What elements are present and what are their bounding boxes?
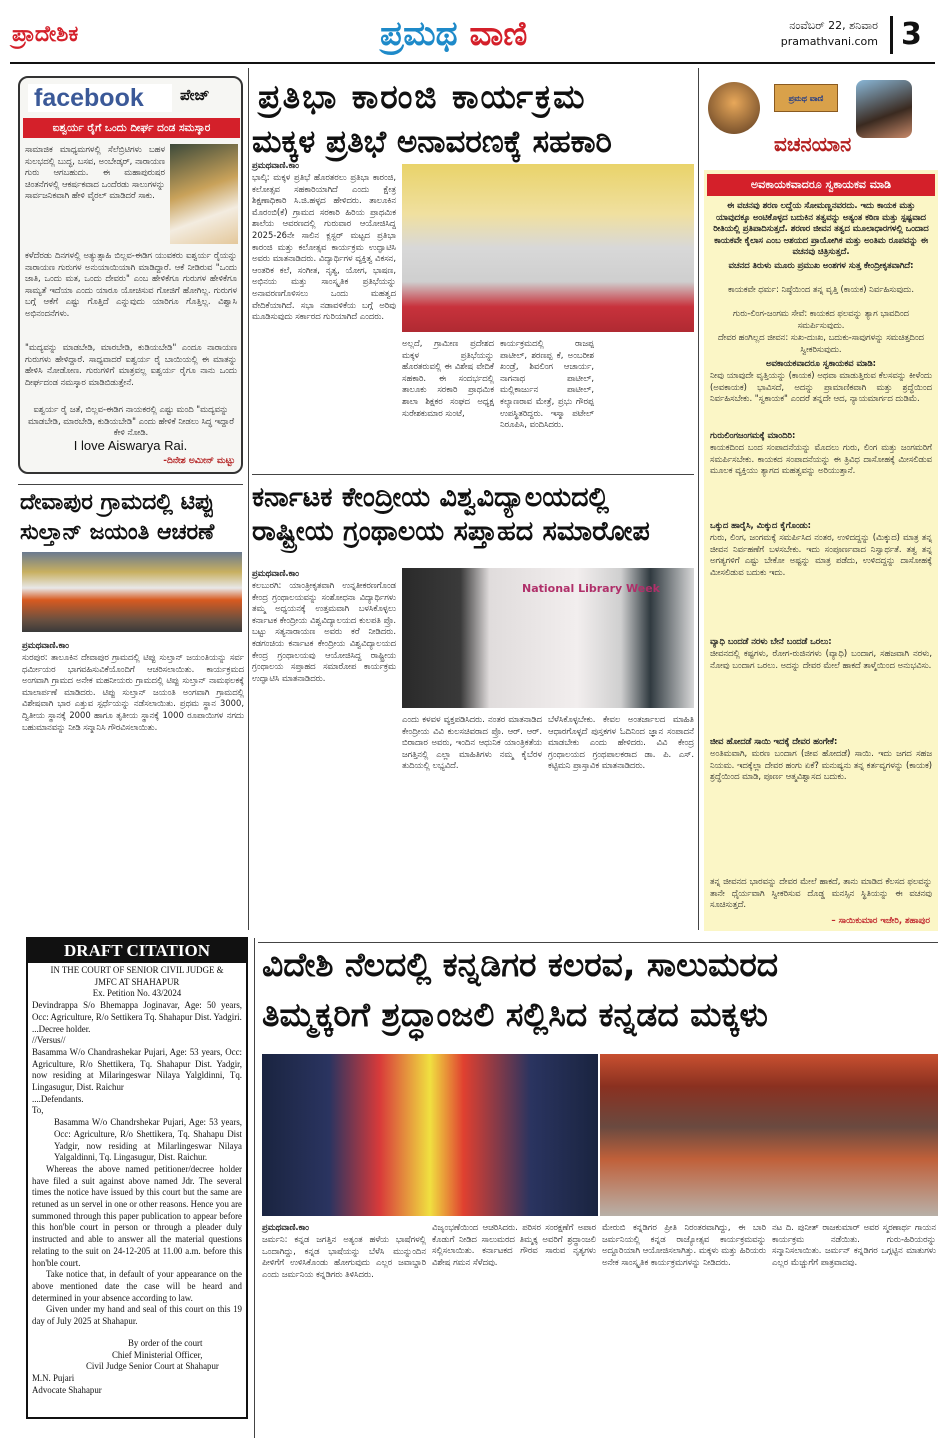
vachana-sub3-title: ಒಕ್ಕುದ ಹಾರೈಸಿ, ಮಿಕ್ಕುದ ಕೈಗೊಂಡು: [710,520,811,530]
section-rule [258,942,938,943]
library-headline-line2: ರಾಷ್ಟ್ರೀಯ ಗ್ರಂಥಾಲಯ ಸಪ್ತಾಹದ ಸಮಾರೋಪ [252,516,650,547]
pratibha-col-3: ಕಾರ್ಯಕ್ರಮದಲ್ಲಿ ರಾಜಪ್ಪ ಪಾಟೀಲ್, ಶರಣಪ್ಪ ಕೆ, ಅಂಬರೀಶ ಖಂಡ್ರೆ, ಶಿವಲಿಂಗ ಆಚಾರ್ಯ, ನಾಗನಾಥ ಪಾಟೀಲ್, ಮಲ್ಲಿಕಾರ್ಜುನ ಪಾಟೀಲ್, ಕಲ್ಯಾಣರಾವ ಮೇತ್ರೆ, ಪ್ರಭು ಗೌರಪ್ಪ ಉಪಸ್ಥಿತರಿದ್ದರು. ಇಸ್ಮಾ ಪಟೇಲ್ ನಿರೂಪಿಸಿ, ವಂದಿಸಿದರು. [500,338,594,430]
facebook-headline: ಐಶ್ವರ್ಯ ರೈಗೆ ಒಂದು ದೀರ್ಘ ದಂಡ ಸಮಸ್ಕಾರ [23,118,240,138]
library-col-1: ಕಲಬುರಗಿ: ಯಾಂತ್ರೀಕೃತವಾಗಿ ಉನ್ನತೀಕರಣಗೊಂಡ ಕೇಂದ್ರ ಗ್ರಂಥಾಲಯವನ್ನು ಸಂಶೋಧನಾ ವಿದ್ಯಾರ್ಥಿಗಳು ತಮ್ಮ ಅಧ್ಯಯನಕ್ಕೆ ಉತ್ತಮವಾಗಿ ಬಳಸಿಕೊಳ್ಳಲು ಕರ್ನಾಟಕ ಕೇಂದ್ರೀಯ ವಿಶ್ವವಿದ್ಯಾಲಯದ ಕುಲಪತಿ ಪ್ರೊ. ಬಟ್ಟು ಸತ್ಯನಾರಾಯಣ ಅವರು ಕರೆ ನೀಡಿದರು. ಕಡಗಂಚಿಯ ಕರ್ನಾಟಕ ಕೇಂದ್ರೀಯ ವಿಶ್ವವಿದ್ಯಾಲಯದ ಕೇಂದ್ರ ಗ್ರಂಥಾಲಯವು ಆಯೋಜಿಸಿದ್ದ ರಾಷ್ಟ್ರೀಯ ಗ್ರಂಥಾಲಯ ಸಪ್ತಾಹದ ಸಮಾರೋಪ ಕಾರ್ಯಕ್ರಮ ಉದ್ಘಾಟಿಸಿ ಮಾತನಾಡಿದರು. [252,580,396,683]
vachana-point-2: ಗುರು-ಲಿಂಗ-ಜಂಗಮ ಸೇವೆ: ಕಾಯಕದ ಫಲವನ್ನು ತ್ಯಾಗ ಭಾವದಿಂದ ಸಮರ್ಪಿಸುವುದು. [733,308,909,330]
advocate-place: Advocate Shahapur [32,1384,102,1395]
library-photo [402,568,694,708]
court-line-2: JMFC AT SHAHAPUR [94,976,180,987]
fb-para-2: ಕಳೆದೆರಡು ದಿನಗಳಲ್ಲಿ ಅತ್ಯುತ್ಸಾಹಿ ಬಿಲ್ಲವ-ಈಡಿಗ ಯುವಕರು ಐಶ್ವರ್ಯ ರೈಯನ್ನು ನಾರಾಯಣ ಗುರುಗಳ ಅನುಯಾಯಿಯಾಗಿ ಮಾಡಿದ್ದಾರೆ. ಆಕೆ ನೀಡಿರುವ "ಒಂದು ಜಾತಿ, ಒಂದು ಮತ, ಒಂದು ದೇವರು" ಎಂಬ ಹೇಳಿಕೆಗೂ ಗುರುಗಳ ಹೇಳಿಕೆಗೂ ಸಾಮ್ಯತೆ ಇದೆಯಾ ಎಂದು ಯಾರೂ ಯೋಚಿಸುವ ಗೋಜಿಗೆ ಹೋಗಿಲ್ಲ. ಗುರುಗಳ ಬಗ್ಗೆ ಆಕೆಗೆ ಎಷ್ಟು ಗೊತ್ತಿದೆ ಎನ್ನುವುದು ಯಾರಿಗೂ ಗೊತ್ತಿಲ್ಲ. ವಿಶ್ವಾಸಿ ಅಭಿನಂದನೆಗಳು. [25,250,237,318]
abroad-photo-stage [262,1054,598,1216]
pratibha-photo [402,164,694,332]
vachana-sub2-body: ಕಾಯಕದಿಂದ ಬಂದ ಸಂಪಾದನೆಯನ್ನು ಮೊದಲು ಗುರು, ಲಿಂಗ ಮತ್ತು ಜಂಗಮರಿಗೆ ಸಮರ್ಪಿಸಬೇಕು. ಕಾಯಕದ ಸಂಪಾದನೆಯನ್ನು ಈ ತ್ರಿವಿಧ ದಾಸೋಹಕ್ಕೆ ಮೀಸಲಿಡುವ ಮೂಲಕ ವ್ಯಕ್ತಿಯು ತ್ಯಾಗದ ಮಹತ್ವವನ್ನು ಅರಿಯುತ್ತಾನೆ. [710,442,932,476]
pratibha-col-1: ಭಾಲ್ಕಿ: ಮಕ್ಕಳ ಪ್ರತಿಭೆ ಹೊರತರಲು ಪ್ರತಿಭಾ ಕಾರಂಜಿ, ಕಲೋತ್ಸವ ಸಹಕಾರಿಯಾಗಿದೆ ಎಂದು ಕ್ಷೇತ್ರ ಶಿಕ್ಷಣಾಧಿಕಾರಿ ಸಿ.ಜಿ.ಹಳ್ಳದ ಹೇಳಿದರು. ತಾಲೂಕಿನ ಮೊರಂಬಿ(ಕೆ) ಗ್ರಾಮದ ಸರಕಾರಿ ಹಿರಿಯ ಪ್ರಾಥಮಿಕ ಶಾಲೆಯ ಆವರಣದಲ್ಲಿ ಗುರುವಾರ ಆಯೋಜಿಸಿದ್ದ 2025-26ನೇ ಸಾಲಿನ ಕ್ಲಸ್ಟರ್ ಮಟ್ಟದ ಪ್ರತಿಭಾ ಕಾರಂಜಿ ಮತ್ತು ಕಲೋತ್ಸವ ಕಾರ್ಯಕ್ರಮ ಉದ್ಘಾಟಿಸಿ ಅವರು ಮಾತನಾಡಿದರು. ವಿದ್ಯಾರ್ಥಿಗಳ ವ್ಯಕ್ತಿತ್ವ ವಿಕಸನ, ಆಂತರಿಕ ಕಲೆ, ಸಂಗೀತ, ನೃತ್ಯ, ಯೋಗ, ಭಾಷಣ, ಅಭಿನಯ ಮತ್ತು ಸಾಂಸ್ಕೃತಿಕ ಪ್ರತಿಭೆಯನ್ನು ಅನಾವರಣಗೊಳಿಸಲು ಒಂದು ಮಹತ್ವದ ವೇದಿಕೆಯಾಗಿದೆ. ಸಭಾ ನಡಾವಳಿಕೆಯ ಬಗ್ಗೆ ಅರಿವು ಮೂಡಿಸುವುದು ಸರ್ಕಾರದ ಗುರಿಯಾಗಿದೆ ಎಂದರು. [252,172,396,322]
paper-logo [380,14,527,54]
defendant: Basamma W/o Chandrashekar Pujari, Age: 53 years, Occ: Agriculture, R/o Shettikera, Tq. Shahapur Dist. Yadgir, now residing at Milaringeswar Nilaya Yalgldinni, Tq. Lingasugur, Dist. Raichur [32,1046,242,1093]
defendant-role: ....Defendants. [32,1093,84,1104]
citation-title: DRAFT CITATION [28,939,246,963]
abroad-byline: ಪ್ರಮಥವಾಣಿ.ಕಾಂ [262,1222,309,1232]
library-screen-title: National Library Week [522,582,660,595]
dateline [770,18,878,50]
tipu-body: ಸುರಪುರ: ತಾಲೂಕಿನ ದೇವಾಪುರ ಗ್ರಾಮದಲ್ಲಿ ಟಿಪ್ಪು ಸುಲ್ತಾನ್ ಜಯಂತಿಯನ್ನು ಸರ್ವ ಧರ್ಮೀಯರ ಭಾಗವಹಿಸುವಿಕೆಯೊಂದಿಗೆ ಆಚರಿಸಲಾಯಿತು. ಕಾರ್ಯಕ್ರಮದ ಅಂಗವಾಗಿ ಗ್ರಾಮದ ಅನೇಕ ಮಹನೀಯರು ಗ್ರಾಮದಲ್ಲಿ ಟಿಪ್ಪು ಸುಲ್ತಾನ್ ನಾಮಫಲಕಕ್ಕೆ ಮಾಲಾರ್ಪಣೆ ಮಾಡಿದರು. ಟಿಪ್ಪು ಸುಲ್ತಾನ್ ಜಯಂತಿ ಅಂಗವಾಗಿ ಗ್ರಾಮದಲ್ಲಿ ವಿಶೇಷವಾಗಿ ಭಾರ ಎತ್ತುವ ಸ್ಪರ್ಧೆಯನ್ನು ನಡೆಸಲಾಯಿತು. ಪ್ರಥಮ ಸ್ಥಾನ 3000, ದ್ವಿತೀಯ ಸ್ಥಾನಕ್ಕೆ 2000 ಹಾಗೂ ತೃತೀಯ ಸ್ಥಾನಕ್ಕೆ 1000 ರೂಪಾಯಿಗಳ ನಗದು ಬಹುಮಾನವನ್ನು ನೀಡಿ ಸನ್ಮಾನಿಸಿ ಗೌರವಿಸಲಾಯಿತು. [22,652,244,732]
fb-para-1: ಸಾಮಾಜಿಕ ಮಾಧ್ಯಮಗಳಲ್ಲಿ ಸೆಲೆಬ್ರಿಟಿಗಳು ಬಹಳ ಸುಲಭದಲ್ಲಿ ಬುದ್ಧ, ಬಸವ, ಅಂಬೇಡ್ಕರ್, ನಾರಾಯಣ ಗುರು ಆಗಬಹುದು. ಈ ಮಹಾಪುರುಷರ ಚಿಂತನೆಗಳಲ್ಲಿ ಆಕರ್ಷಕವಾದ ಒಂದೆರಡು ಸಾಲುಗಳನ್ನು ಸಾರ್ವಜನಿಕವಾಗಿ ಹೇಳಿ ವೈರಲ್ ಮಾಡಿದರೆ ಸಾಕು. [25,144,165,201]
citation-para-2: Take notice that, in default of your appearance on the above mentioned date the case will be heard and determined in your absence according to law. [32,1269,242,1303]
vachana-point-3: ದೇವರ ಹಂಗಿಲ್ಲದ ಜೀವನ: ಸುಖ-ದುಃಖ, ಬದುಕು-ಸಾವುಗಳನ್ನು ಸಮಚಿತ್ತದಿಂದ ಸ್ವೀಕರಿಸುವುದು. [718,332,924,354]
issue-date: ನಂವೆಬರ್ 22, ಶನಿವಾರ [789,19,878,32]
website-link[interactable]: pramathvani.com [780,35,878,48]
vachana-column [704,76,938,931]
addressee: Basamma W/o Chandrshekar Pujari, Age: 53 years, Occ: Agriculture, R/o Shettikera, Tq. Shahapu Dist Yadgir, now residing at Milarlingeswar Nilaya Yalgaldinni, Tq. Lingasugur, Dist. Raichur. [54,1117,242,1163]
facebook-logo: facebook [28,84,172,112]
tipu-byline: ಪ್ರಮಥವಾಣಿ.ಕಾಂ [22,640,69,650]
vachana-signature: – ಸಾಯಿಕುಮಾರ ಇಜೇರಿ, ಶಹಾಪುರ [831,916,930,926]
section-name: ಪ್ರಾದೇಶಿಕ [12,22,79,47]
tipu-photo [22,552,242,632]
abroad-col-2: ವಿಜೃಂಭಣೆಯಿಂದ ಆಚರಿಸಿದರು. ಪರಿಸರ ಸಂರಕ್ಷಣೆಗೆ ಅಪಾರ ಕೊಡುಗೆ ನೀಡಿದ ಸಾಲುಮರದ ತಿಮ್ಮಕ್ಕ ಅವರಿಗೆ ಶ್ರದ್ಧಾಂಜಲಿ ಸಲ್ಲಿಸಲಾಯಿತು. ಕರ್ನಾಟಕದ ಗೌರವ ಸಾರುವ ನೃತ್ಯಗಳು ವಿಶೇಷ ಗಮನ ಸೆಳೆದವು. [432,1222,596,1267]
court-line-1: IN THE COURT OF SENIOR CIVIL JUDGE & [50,965,224,975]
masthead [0,0,945,66]
abroad-col-3: ಮೇರುಬಿ ಕನ್ನಡಿಗರ ಪ್ರೀತಿ ನಿರಂತರವಾಗಿದ್ದು, ಈ ಬಾರಿ ಜರ್ಮನಿಯಲ್ಲಿ ಕನ್ನಡ ರಾಜ್ಯೋತ್ಸವ ಕಾರ್ಯಕ್ರಮವನ್ನು ಅದ್ದೂರಿಯಾಗಿ ಆಯೋಜಿಸಲಾಗಿತ್ತು. ಮಕ್ಕಳು ಮತ್ತು ಹಿರಿಯರು ಅನೇಕ ಸಾಂಸ್ಕೃತಿಕ ಕಾರ್ಯಕ್ರಮಗಳನ್ನು ನೀಡಿದರು. [602,1222,766,1267]
order-line-2: Chief Ministerial Officer, [112,1349,203,1360]
vachana-sub2-title: ಗುರುಲಿಂಗಜಂಗಮಕ್ಕೆ ಮಾಂದಿರಿ: [710,430,796,440]
citation-body [32,965,242,1396]
vachana-sub4-body: ಜೀವನದಲ್ಲಿ ಕಷ್ಟಗಳು, ರೋಗ-ರುಜಿನಗಳು (ವ್ಯಾಧಿ) ಬಂದಾಗ, ಸಹಜವಾಗಿ ನರಳು, ನೋವು ಬಂದಾಗ ಒರಲು. ಅದನ್ನು ದೇವರ ಮೇಲೆ ಹಾಕದೆ ತಾಳ್ಮೆಯಿಂದ ಅನುಭವಿಸು. [710,648,932,670]
fb-signature: -ದಿನೇಶ ಅಮೀನ್ ಮಟ್ಟು [163,456,235,466]
pratibha-byline: ಪ್ರಮಥವಾಣಿ.ಕಾಂ [252,160,299,170]
masthead-rule [10,62,935,64]
brand-plaque: ಪ್ರಮಥ ವಾಣಿ [774,84,838,112]
paper-name-part1: ಪ್ರಮಥ [380,14,458,54]
petition-number: Ex. Petition No. 43/2024 [92,988,182,999]
paper-name-part2: ವಾಣಿ [469,14,528,54]
page-tag: ಪೇಜ್ [180,86,210,104]
vachana-intro: ಈ ವಚನವು ಶರಣ ಲದ್ದೆಯ ಸೋಮಣ್ಣನವರದು. ಇದು ಕಾಯಕ ಮತ್ತು ಯಾವುದಕ್ಕೂ ಅಂಟಿಕೊಳ್ಳದ ಬದುಕಿನ ತತ್ವವನ್ನು ಅತ್ಯಂತ ಕಠಿಣ ಮತ್ತು ಸ್ಪಷ್ಟವಾದ ರೀತಿಯಲ್ಲಿ ಪ್ರತಿಪಾದಿಸುತ್ತದೆ. ಶರಣರ ಜೀವನ ತತ್ವದ ಮೂಲಾಧಾರಗಳಲ್ಲಿ ಒಂದಾದ ಕಾಯಕವೇ ಕೈಲಾಸ ಎಂಬ ಆಶಯದ ಪ್ರಾಯೋಗಿಕ ಮತ್ತು ಅಂತಿಮ ರೂಪವನ್ನು ಈ ವಚನವು ಚಿತ್ರಿಸುತ್ತದೆ. [713,200,929,257]
columnist-photo [856,80,912,138]
pratibha-col-2: ಅಲ್ಲದೆ, ಗ್ರಾಮೀಣ ಪ್ರದೇಶದ ಮಕ್ಕಳ ಪ್ರತಿಭೆಯನ್ನು ಹೊರತರುವಲ್ಲಿ ಈ ವಿಶೇಷ ವೇದಿಕೆ ಸಹಕಾರಿ. ಈ ಸಂದರ್ಭದಲ್ಲಿ ತಾಲೂಕು ಸರಕಾರಿ ಪ್ರಾಥಮಿಕ ಶಾಲಾ ಶಿಕ್ಷಕರ ಸಂಘದ ಅಧ್ಯಕ್ಷ ಸುರೇಶಕುಮಾರ ಸುಂಟೆ, [402,338,494,418]
abroad-photo-group [600,1054,938,1216]
tipu-headline: ದೇವಾಪುರ ಗ್ರಾಮದಲ್ಲಿ ಟಿಪ್ಪು ಸುಲ್ತಾನ್ ಜಯಂತಿ ಆಚರಣೆ [20,490,215,545]
meditation-emblem [708,82,760,134]
abroad-headline-line1: ವಿದೇಶಿ ನೆಲದಲ್ಲಿ ಕನ್ನಡಿಗರ ಕಲರವ, ಸಾಲುಮರದ [262,945,779,984]
pratibha-headline-line1: ಪ್ರತಿಭಾ ಕಾರಂಜಿ ಕಾರ್ಯಕ್ರಮ [258,77,587,116]
fb-para-4: ಐಶ್ವರ್ಯ ರೈ ಜತೆ, ಬಿಲ್ಲವ-ಈಡಿಗ ನಾಯಕರಲ್ಲಿ ಎಷ್ಟು ಮಂದಿ "ಮದ್ಯವನ್ನು ಮಾಡಬೇಡಿ, ಮಾರಬೇಡಿ, ಕುಡಿಯಬೇಡಿ" ಎಂದು ಹೇಳಿಕೆ ನೀಡಲು ಸಿದ್ಧ ಇದ್ದಾರೆ ಕೇಳಿ ನೋಡಿ. [27,404,235,438]
draft-citation-notice [26,937,248,1419]
library-headline-line1: ಕರ್ನಾಟಕ ಕೇಂದ್ರೀಯ ವಿಶ್ವವಿದ್ಯಾಲಯದಲ್ಲಿ [252,482,609,513]
vachana-closing: ತನ್ನ ಜೀವನದ ಭಾರವನ್ನು ದೇವರ ಮೇಲೆ ಹಾಕದೆ, ತಾನು ಮಾಡಿದ ಕೆಲಸದ ಫಲವನ್ನು ತಾನೇ ಧೈರ್ಯವಾಗಿ ಸ್ವೀಕರಿಸುವ ದೊಡ್ಡ ಮನಸ್ಸಿನ ಸ್ಥಿತಿಯನ್ನು ಈ ವಚನವು ಸೂಚಿಸುತ್ತದೆ. [710,876,932,910]
abroad-headline-line2: ತಿಮ್ಮಕ್ಕರಿಗೆ ಶ್ರದ್ಧಾಂಜಲಿ ಸಲ್ಲಿಸಿದ ಕನ್ನಡದ ಮಕ್ಕಳು [262,995,768,1034]
english-line: I love Aiswarya Rai. [73,438,188,453]
versus: //Versus// [32,1035,66,1046]
vachana-sub1-title: ಅವಕಾಯಕವಾದರೂ ಸ್ವಕಾಯಕವ ಮಾಡಿ: [765,358,877,368]
plaintiff-role: ...Decree holder. [32,1023,91,1034]
citation-para-1: Whereas the above named petitioner/decree holder have filed a suit against above named Jdr. The several times the notice have issued by this court but the same are retuned as un servel in one or other reasons. Hence you are summoned through this paper publication to appear before this hon'ble court in person or through a pleader duly instructed and able to answer all the material questions relating to the suit on 24-12-205 at 11.00 a.m. before this hon'ble court. [32,1163,242,1268]
library-byline: ಪ್ರಮಥವಾಣಿ.ಕಾಂ [252,568,299,578]
library-col-3: ಬೆಳೆಸಿಕೊಳ್ಳಬೇಕು. ಕೇವಲ ಅಂತರ್ಜಾಲದ ಮಾಹಿತಿ ಆಧಾರಗೊಳ್ಳದೆ ಪುಸ್ತಕಗಳ ಓದಿನಿಂದ ಜ್ಞಾನ ಸಂಪಾದನೆ ಮಾಡಬೇಕು ಎಂದು ಹೇಳಿದರು. ವಿವಿ ಕೇಂದ್ರ ಗ್ರಂಥಾಲಯದ ಗ್ರಂಥಪಾಲಕರಾದ ಡಾ. ಪಿ. ಎಸ್. ಕಟ್ಟಿಮನಿ ಪ್ರಾಸ್ತಾವಿಕ ಮಾತನಾಡಿದರು. [548,714,694,771]
column-divider [698,68,699,930]
vachana-sub3-body: ಗುರು, ಲಿಂಗ, ಜಂಗಮಕ್ಕೆ ಸಮರ್ಪಿಸಿದ ನಂತರ, ಉಳಿದದ್ದನ್ನು (ಮಿಕ್ಕುದ) ಮಾತ್ರ ತನ್ನ ಜೀವನ ನಿರ್ವಹಣೆಗೆ ಬಳಸಬೇಕು. ಇದು ಸಂಪೂರ್ಣವಾದ ನಿಸ್ವಾರ್ಥತೆ. ತತ್ವ ತನ್ನ ಅಗತ್ಯಗಳಿಗೆ ಎಷ್ಟು ಬೇಕೋ ಅಷ್ಟನ್ನು ಮಾತ್ರ ಪಡೆದು, ಉಳಿದದ್ದನ್ನು ದಾಸೋಹಕ್ಕೆ ಮೀಸಲಿಡುವ ಬದುಕು ಇದು. [710,532,932,577]
vachana-points-intro: ವಚನದ ತಿರುಳು ಮೂರು ಪ್ರಮುಖ ಅಂಶಗಳ ಸುತ್ತ ಕೇಂದ್ರೀಕೃತವಾಗಿದೆ: [728,260,914,270]
order-line-3: Civil Judge Senior Court at Shahapur [86,1361,219,1372]
advocate-name: M.N. Pujari [32,1372,75,1383]
pratibha-headline-line2: ಮಕ್ಕಳ ಪ್ರತಿಭೆ ಅನಾವರಣಕ್ಕೆ ಸಹಕಾರಿ [252,124,612,160]
vachana-title: ವಚನಯಾನ [774,132,852,156]
section-rule [18,484,243,485]
column-divider [248,68,249,930]
citation-para-3: Given under my hand and seal of this court on this 19 day of July 2025 at Shahapur. [32,1304,242,1327]
abroad-col-1: ಜರ್ಮನಿ: ಕನ್ನಡ ಜಗತ್ತಿನ ಅತ್ಯಂತ ಹಳೆಯ ಭಾಷೆಗಳಲ್ಲಿ ಒಂದಾಗಿದ್ದು, ಕನ್ನಡ ಭಾಷೆಯನ್ನು ಬೆಳೆಸಿ ಮುನ್ನುಂದಿನ ಪೀಳಿಗೆಗೆ ಉಳಿಸಿಕೊಂಡು ಹೋಗುವುದು ಎಲ್ಲರ ಜವಾಬ್ದಾರಿ ಎಂದು ಜರ್ಮನಿಯ ಕನ್ನಡಿಗರು ತಿಳಿಸಿದರು. [262,1234,426,1279]
fb-para-3: "ಮದ್ಯವನ್ನು ಮಾಡಬೇಡಿ, ಮಾರಬೇಡಿ, ಕುಡಿಯಬೇಡಿ" ಎಂದೂ ನಾರಾಯಣ ಗುರುಗಳು ಹೇಳಿದ್ದಾರೆ. ಸಾಧ್ಯವಾದರೆ ಐಶ್ವರ್ಯ ರೈ ಬಾಯಿಯಲ್ಲಿ ಈ ಮಾತನ್ನು ಹೇಳಿಸಿ ನೋಡೋಣ. ಗುರುಗಳಿಗೆ ಮಾತ್ರವಲ್ಲ ಐಶ್ವರ್ಯ ರೈಗೂ ನಾನು ಒಂದು ದೀರ್ಘದಂಡ ನಮಸ್ಕಾರ ಮಾಡಿಬಿಡುತ್ತೇನೆ. [25,342,237,387]
plaintiff: Devindrappa S/o Bhemappa Joginavar, Age: 50 years, Occ: Agriculture, R/o Settikera Tq. Shahapur Dist. Yadgiri. [32,1000,242,1022]
vachana-banner [704,76,938,170]
abroad-col-4: ನಟ ದಿ. ಪುನೀತ್ ರಾಜಕುಮಾರ್ ಅವರ ಸ್ಮರಣಾರ್ಥ ಗಾಯನ ಕಾರ್ಯಕ್ರಮ ನಡೆಯಿತು. ಗುರು-ಹಿರಿಯರನ್ನು ಸನ್ಮಾನಿಸಲಾಯಿತು. ಜರ್ಮನ್ ಕನ್ನಡಿಗರ ಒಗ್ಗಟ್ಟಿನ ಮಾತುಗಳು ಎಲ್ಲರ ಮೆಚ್ಚುಗೆಗೆ ಪಾತ್ರವಾದವು. [772,1222,936,1267]
facebook-page-box [18,76,243,474]
author-photo [170,144,238,244]
vachana-sub5-body: ಅಂತಿಮವಾಗಿ, ಮರಣ ಬಂದಾಗ (ಜೀವ ಹೋದಡೆ) ಸಾಯಿ. ಇದು ಜಗದ ಸಹಜ ನಿಯಮ. ಇದಕ್ಕೆಲ್ಲಾ ದೇವರ ಹಂಗು ಏಕೆ? ಮನುಷ್ಯನು ತನ್ನ ಕರ್ತವ್ಯಗಳನ್ನು (ಕಾಯಕ) ಶ್ರದ್ಧೆಯಿಂದ ಮಾಡಿ, ಪೂರ್ಣ ಆತ್ಮವಿಶ್ವಾಸದ ಬದುಕು. [710,748,932,782]
page-number: 3 [890,16,922,54]
vachana-sub1-body: ನೀವು ಯಾವುದೇ ವೃತ್ತಿಯನ್ನು (ಕಾಯಕ) ಅಥವಾ ಮಾಡುತ್ತಿರುವ ಕೆಲಸವನ್ನು ಕೀಳೆಂದು (ಅವಕಾಯಕ) ಭಾವಿಸದೆ, ಅದನ್ನು ಪ್ರಾಮಾಣಿಕವಾಗಿ ಮತ್ತು ಶ್ರದ್ಧೆಯಿಂದ ನಿರ್ವಹಿಸಬೇಕು. "ಸ್ವಕಾಯಕ" ಎಂದರೆ ತನ್ನದೇ ಆದ, ನ್ಯಾಯಮಾರ್ಗದ ದುಡಿಮೆ. [710,370,932,404]
vachana-sub4-title: ವ್ಯಾಧಿ ಬಂದಡೆ ನರಳು ಬೇನೆ ಬಂದಡೆ ಒರಲು: [710,636,832,646]
to-line: To, [32,1105,44,1116]
vachana-point-1: ಕಾಯಕವೇ ಧರ್ಮ: ನಿಷ್ಠೆಯಿಂದ ತನ್ನ ವೃತ್ತಿ (ಕಾಯಕ) ನಿರ್ವಹಿಸುವುದು. [728,284,914,294]
column-divider [254,938,255,1438]
order-line-1: By order of the court [128,1337,203,1348]
vachana-sub5-title: ಜೀವ ಹೋದಡೆ ಸಾಯಿ ಇದಕ್ಕೆ ದೇವರ ಹಂಗೇಕೆ: [710,736,838,746]
section-rule [252,474,694,475]
vachana-headline: ಅವಕಾಯಕವಾದರೂ ಸ್ವಕಾಯಕವ ಮಾಡಿ [707,174,935,196]
library-col-2: ಎಂದು ಕಳವಳ ವ್ಯಕ್ತಪಡಿಸಿದರು. ನಂತರ ಮಾತನಾಡಿದ ಕೇಂದ್ರೀಯ ವಿವಿ ಕುಲಸಚಿವರಾದ ಪ್ರೊ. ಆರ್. ಆರ್. ಬಿರಾದಾರ ಅವರು, ಇಂದಿನ ಆಧುನಿಕ ಯಾಂತ್ರಿಕತೆಯ ಜಗತ್ತಿನಲ್ಲಿ ಎಲ್ಲಾ ಮಾಹಿತಿಗಳು ನಮ್ಮ ಕೈಬೆರಳ ತುದಿಯಲ್ಲಿ ಲಭ್ಯವಿದೆ. [402,714,542,771]
